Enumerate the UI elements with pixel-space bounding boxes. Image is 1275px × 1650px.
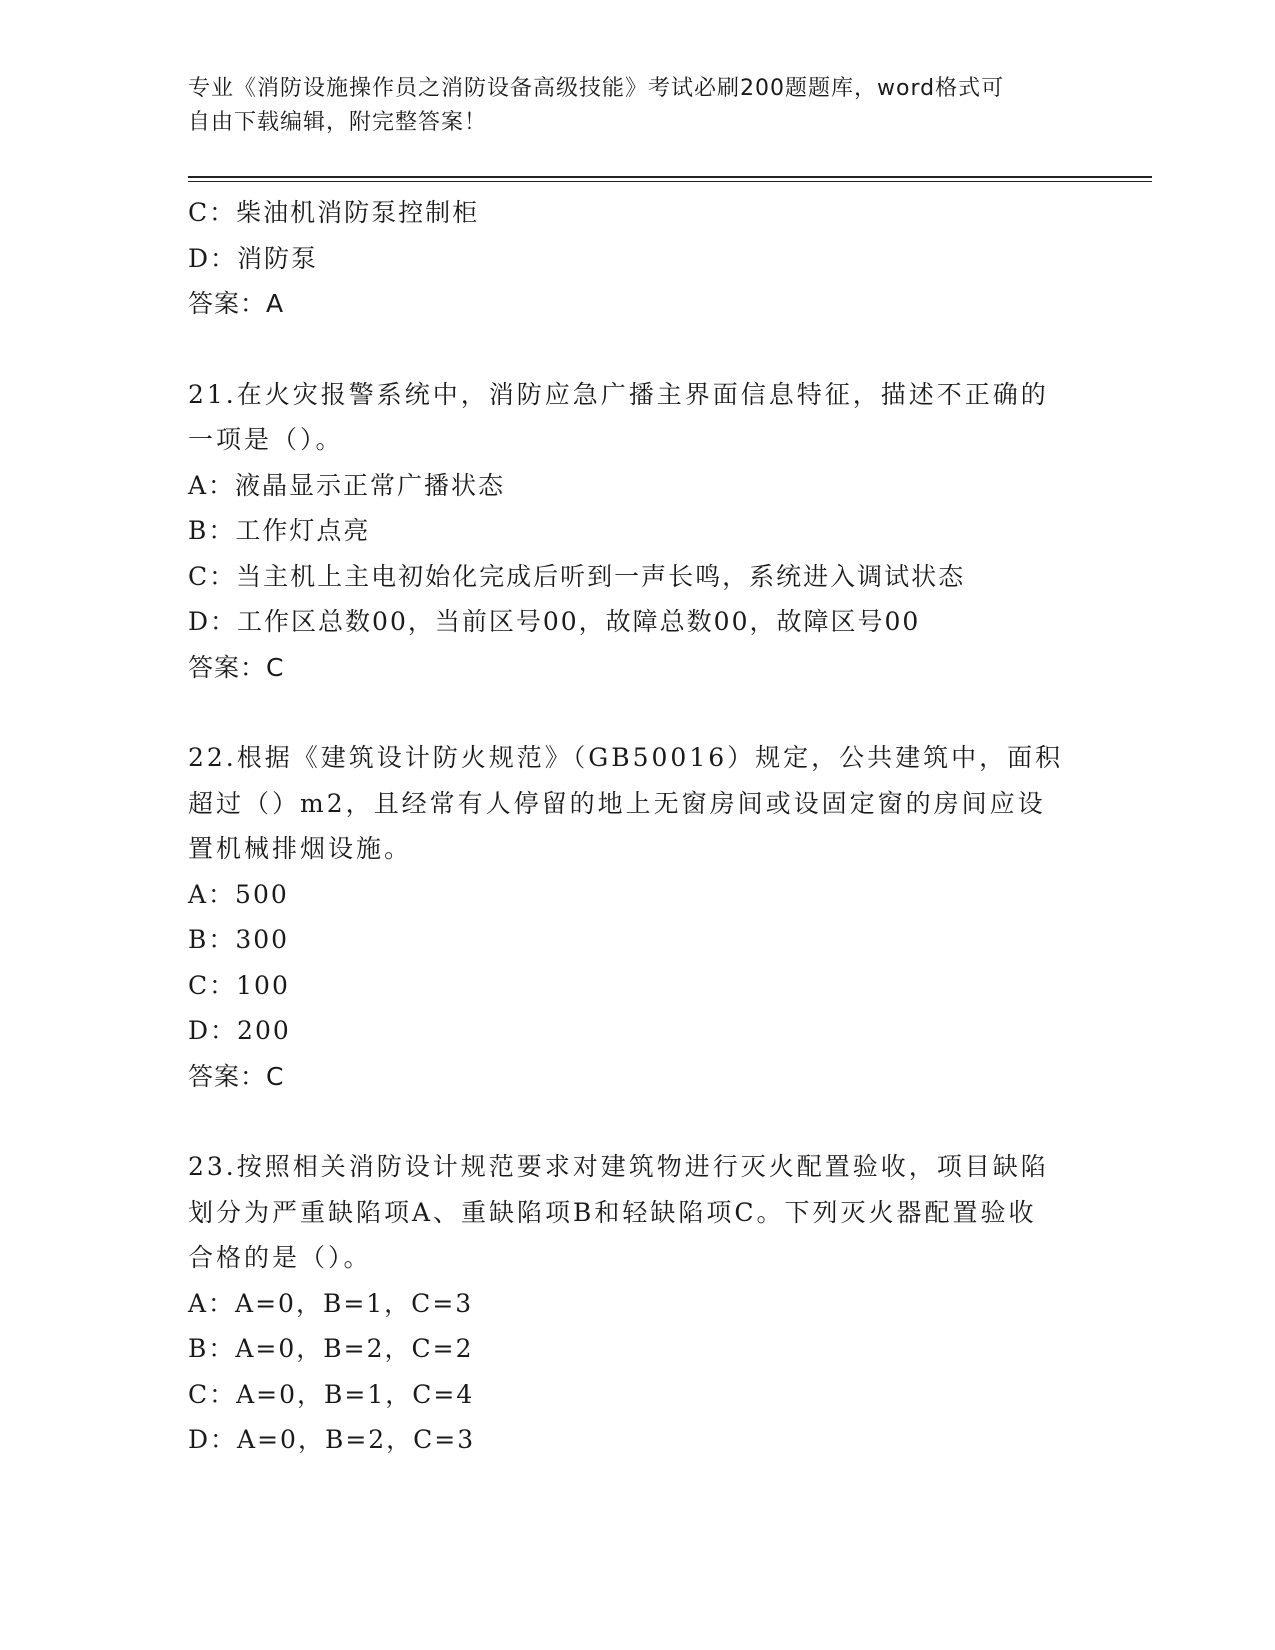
option-a: A：500 [188,879,289,909]
answer-line: 答案：C [188,1061,285,1091]
header-line-1: 专业《消防设施操作员之消防设备高级技能》考试必刷200题题库，word格式可 [188,76,1005,101]
spacer [188,1099,1088,1144]
document-header [188,72,1068,140]
spacer [188,690,1088,735]
question-stem-line: 21.在火灾报警系统中，消防应急广播主界面信息特征，描述不正确的 [188,379,1049,409]
option-c: C：100 [188,970,290,1000]
question-stem-line: 一项是（）。 [188,425,344,454]
option-c: C：A=0，B=1，C=4 [188,1379,475,1409]
question-stem-line: 超过（）m2，且经常有人停留的地上无窗房间或设固定窗的房间应设 [188,788,1046,818]
document-body [188,190,1088,1463]
question-block-20 [188,190,1088,327]
question-stem-line: 合格的是（）。 [188,1243,372,1272]
answer-line: 答案：A [188,289,285,318]
header-line-2: 自由下载编辑，附完整答案！ [188,110,488,135]
header-divider-thick [188,176,1152,178]
question-block-21 [188,372,1088,691]
option-d: D：200 [188,1016,291,1045]
header-divider-thin [188,181,1152,182]
question-block-22 [188,735,1088,1099]
option-c: C：柴油机消防泵控制柜 [188,198,480,227]
option-d: D：消防泵 [188,243,319,273]
option-a: A：液晶显示正常广播状态 [188,470,506,500]
spacer [188,327,1088,372]
option-b: B：300 [188,925,290,954]
option-d: D：A=0，B=2，C=3 [188,1425,476,1454]
question-stem-line: 22.根据《建筑设计防火规范》（GB50016）规定，公共建筑中，面积 [188,743,1064,772]
option-b: B：工作灯点亮 [188,516,371,545]
question-block-23 [188,1144,1088,1463]
option-b: B：A=0，B=2，C=2 [188,1334,474,1363]
option-d: D：工作区总数00，当前区号00，故障总数00，故障区号00 [188,607,921,636]
question-stem-line: 置机械排烟设施。 [188,834,413,863]
option-c: C：当主机上主电初始化完成后听到一声长鸣，系统进入调试状态 [188,561,966,591]
question-stem-line: 划分为严重缺陷项A、重缺陷项B和轻缺陷项C。下列灭火器配置验收 [188,1197,1037,1227]
answer-line: 答案：C [188,652,285,682]
question-stem-line: 23.按照相关消防设计规范要求对建筑物进行灭火配置验收，项目缺陷 [188,1152,1049,1181]
option-a: A：A=0，B=1，C=3 [188,1288,474,1318]
